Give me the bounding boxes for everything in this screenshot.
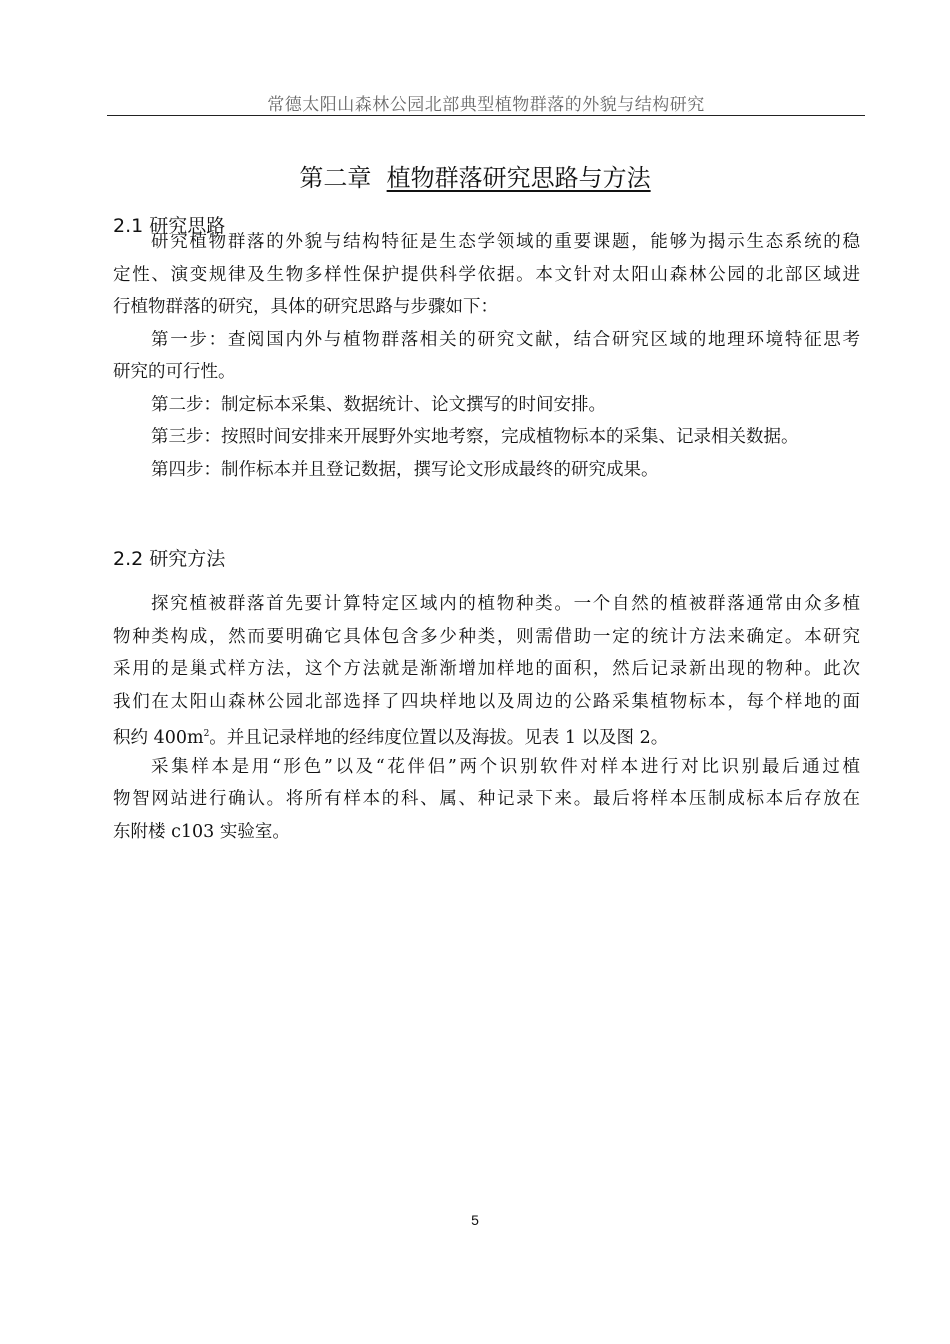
- chapter-number: 第二章: [299, 164, 372, 192]
- running-header: 常德太阳山森林公园北部典型植物群落的外貌与结构研究: [267, 95, 705, 115]
- text-span: 积约 400m: [113, 727, 204, 748]
- chapter-title: [0, 158, 950, 193]
- page-number: 5: [471, 1212, 479, 1228]
- chapter-name: 植物群落研究思路与方法: [386, 164, 651, 192]
- text-line: 第四步：制作标本并且登记数据，撰写论文形成最终的研究成果。: [151, 459, 659, 480]
- text-line: [113, 718, 860, 751]
- section-2-1-body: [113, 226, 860, 486]
- superscript: 2: [203, 729, 210, 739]
- section-heading-2-1: 2.1 研究思路: [113, 215, 226, 237]
- text-line: 我们在太阳山森林公园北部选择了四块样地以及周边的公路采集植物标本，每个样地的面: [113, 691, 860, 712]
- text-line: 第二步：制定标本采集、数据统计、论文撰写的时间安排。: [151, 394, 606, 415]
- header-rule: [107, 115, 865, 116]
- text-line: 研究植物群落的外貌与结构特征是生态学领域的重要课题，能够为揭示生态系统的稳: [151, 232, 860, 252]
- text-line: 定性、演变规律及生物多样性保护提供科学依据。本文针对太阳山森林公园的北部区域进: [113, 264, 860, 285]
- text-line: 第一步：查阅国内外与植物群落相关的研究文献，结合研究区域的地理环境特征思考: [151, 329, 860, 350]
- text-span: 。并且记录样地的经纬度位置以及海拔。见表 1 以及图 2。: [209, 727, 669, 748]
- text-line: 行植物群落的研究，具体的研究思路与步骤如下：: [113, 297, 498, 317]
- section-heading-2-2: 2.2 研究方法: [113, 548, 226, 570]
- text-line: 探究植被群落首先要计算特定区域内的植物种类。一个自然的植被群落通常由众多植: [151, 594, 860, 614]
- text-line: 第三步：按照时间安排来开展野外实地考察，完成植物标本的采集、记录相关数据。: [151, 427, 799, 447]
- text-line: 东附楼 c103 实验室。: [113, 821, 290, 842]
- text-line: 研究的可行性。: [113, 362, 236, 382]
- text-line: 物种类构成，然而要明确它具体包含多少种类，则需借助一定的统计方法来确定。本研究: [113, 626, 860, 647]
- text-line: 采集样本是用“形色”以及“花伴侣”两个识别软件对样本进行对比识别最后通过植: [151, 756, 860, 777]
- section-2-2-body: [113, 588, 860, 848]
- text-line: 物智网站进行确认。将所有样本的科、属、种记录下来。最后将样本压制成标本后存放在: [113, 789, 860, 809]
- text-line: 采用的是巢式样方法，这个方法就是渐渐增加样地的面积，然后记录新出现的物种。此次: [113, 659, 860, 679]
